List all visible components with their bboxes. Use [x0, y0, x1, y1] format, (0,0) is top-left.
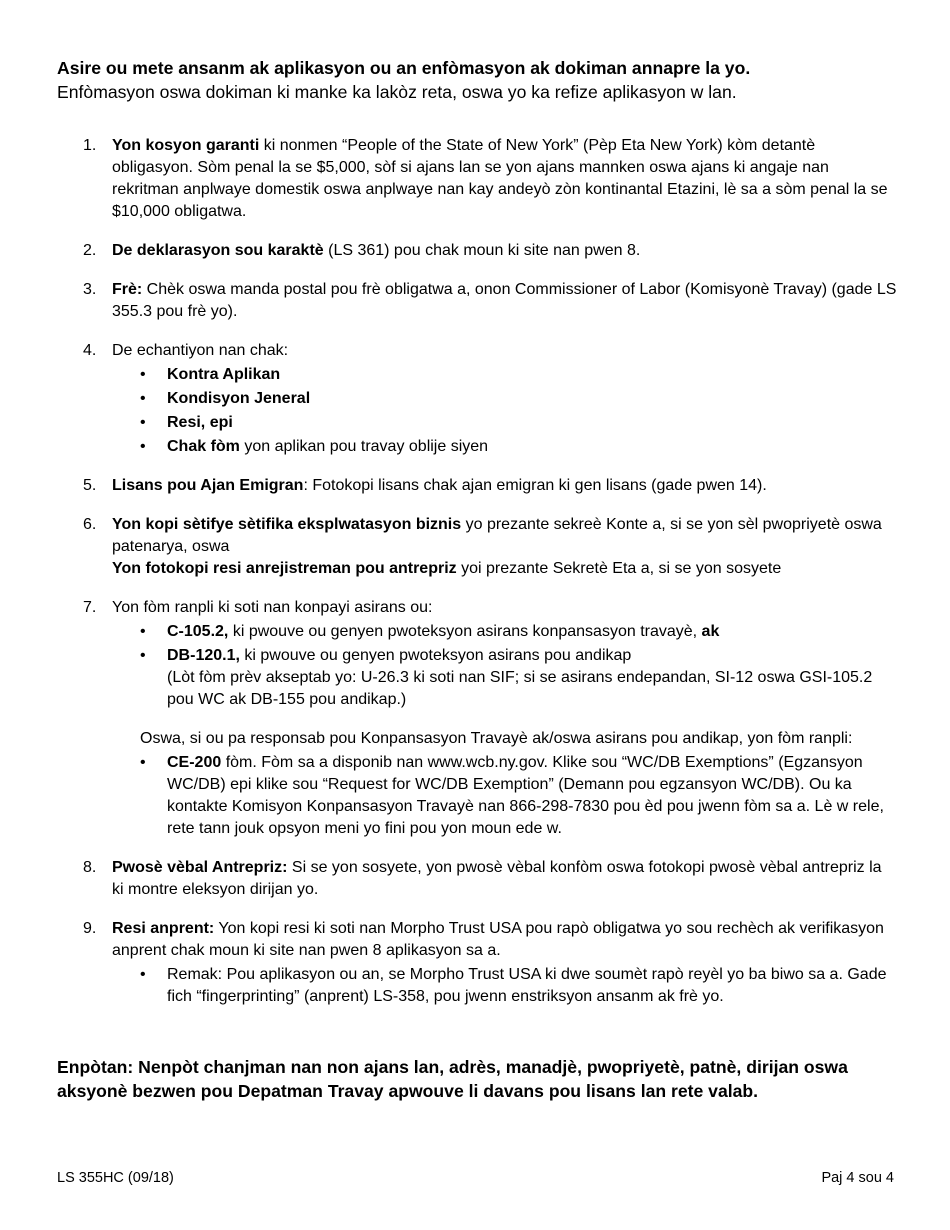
bullet-icon: •	[140, 966, 146, 983]
item-bold-label: Yon kosyon garanti	[112, 137, 260, 154]
bullet-item	[140, 621, 897, 643]
page-title: Asire ou mete ansanm ak aplikasyon ou an enfòmasyon ak dokiman annapre la yo.	[57, 58, 751, 78]
bullet-icon: •	[140, 366, 146, 383]
bullet-icon: •	[140, 754, 146, 771]
item-number: 6.	[83, 516, 97, 533]
bullet-text: Remak: Pou aplikasyon ou an, se Morpho Trust USA ki dwe soumèt rapò reyèl yo ba biwo sa a. Gade fich “fingerprinting” (anprent) LS-358, pou jwenn enstriksyon ansanm ak frè yo.	[167, 966, 887, 1005]
item-bold-label: Pwosè vèbal Antrepriz:	[112, 859, 288, 876]
bullet-list	[112, 364, 897, 458]
bullet-bold: CE-200	[167, 754, 222, 771]
list-item	[57, 340, 897, 458]
list-item	[57, 279, 897, 323]
list-item	[57, 514, 897, 580]
list-item	[57, 918, 897, 1008]
item-number: 3.	[83, 281, 97, 298]
bullet-text: yon aplikan pou travay oblije siyen	[239, 438, 489, 455]
list-item	[57, 240, 897, 262]
bullet-note: (Lòt fòm prèv akseptab yo: U-26.3 ki soti nan SIF; si se asirans endepandan, SI-12 oswa GSI-105.2 pou WC ak DB-155 pou andikap.)	[167, 669, 873, 708]
item-bold-label: De deklarasyon sou karaktè	[112, 242, 324, 259]
list-item	[57, 857, 897, 901]
bullet-item	[140, 752, 897, 840]
bullet-text: ki pwouve ou genyen pwoteksyon asirans pou andikap	[239, 647, 632, 664]
bullet-list	[112, 621, 897, 711]
bullet-list	[112, 752, 897, 840]
bullet-item	[140, 388, 897, 410]
bullet-item	[140, 645, 897, 711]
item-text: Chèk oswa manda postal pou frè obligatwa a, onon Commissioner of Labor (Komisyonè Travay) (gade LS 355.3 pou frè yo).	[112, 281, 897, 320]
requirements-list	[57, 135, 897, 1008]
item-bold-label-2: Yon fotokopi resi anrejistreman pou antrepriz	[112, 560, 457, 577]
bullet-icon: •	[140, 623, 146, 640]
item-text: (LS 361) pou chak moun ki site nan pwen 8.	[323, 242, 641, 259]
item-text: De echantiyon nan chak:	[112, 342, 289, 359]
bullet-icon: •	[140, 647, 146, 664]
bullet-bold: Resi, epi	[167, 414, 233, 431]
item-number: 9.	[83, 920, 97, 937]
item-text: : Fotokopi lisans chak ajan emigran ki gen lisans (gade pwen 14).	[303, 477, 767, 494]
bullet-bold: C-105.2,	[167, 623, 229, 640]
item-text: Yon fòm ranpli ki soti nan konpayi asirans ou:	[112, 599, 433, 616]
page-subtitle: Enfòmasyon oswa dokiman ki manke ka lakòz reta, oswa yo ka refize aplikasyon w lan.	[57, 82, 737, 102]
item-bold-label: Resi anprent:	[112, 920, 215, 937]
bullet-item	[140, 436, 897, 458]
bullet-icon: •	[140, 438, 146, 455]
bullet-icon: •	[140, 390, 146, 407]
item-number: 7.	[83, 599, 97, 616]
bullet-bold: Kondisyon Jeneral	[167, 390, 311, 407]
list-item	[57, 135, 897, 223]
document-body	[57, 56, 897, 1025]
item-text: Yon kopi resi ki soti nan Morpho Trust USA pou rapò obligatwa yo sou rechèch ak verifikasyon anprent chak moun ki site nan pwen 8 aplikasyon sa a.	[112, 920, 884, 959]
item-number: 4.	[83, 342, 97, 359]
bullet-text: fòm. Fòm sa a disponib nan www.wcb.ny.gov. Klike sou “WC/DB Exemptions” (Egzansyon WC/DB) epi klike sou “Request for WC/DB Exemption” (Demann pou egzansyon WC/DB). Ou ka kontakte Komisyon Konpansasyon Travayè nan 866-298-7830 pou èd pou jwenn fòm sa a. Lè w rele, rete tann jouk opsyon meni yo fini pou yon moun ede w.	[167, 754, 884, 837]
list-item	[57, 475, 897, 497]
alternative-paragraph: Oswa, si ou pa responsab pou Konpansasyon Travayè ak/oswa asirans pou andikap, yon fòm ranpli:	[140, 730, 853, 747]
item-text: yo prezante sekreè Konte a, si se yon sèl pwopriyetè oswa patenarya, oswa	[112, 516, 882, 555]
bullet-item	[140, 412, 897, 434]
item-bold-label: Frè:	[112, 281, 143, 298]
page-number: Paj 4 sou 4	[821, 1170, 894, 1186]
item-number: 1.	[83, 137, 97, 154]
item-number: 2.	[83, 242, 97, 259]
item-number: 5.	[83, 477, 97, 494]
important-notice: Enpòtan: Nenpòt chanjman nan non ajans lan, adrès, manadjè, pwopriyetè, patnè, dirijan oswa aksyonè bezwen pou Depatman Travay apwouve li davans pou lisans lan rete valab.	[57, 1057, 848, 1101]
item-text: ki nonmen “People of the State of New York” (Pèp Eta New York) kòm detantè obligasyon. Sòm penal la se $5,000, sòf si ajans lan se yon ajans mannken oswa ajans ki angaje nan rekritman anplwaye domestik oswa anplwaye nan kay andeyò zòn kontinantal Etazini, lè sa a sòm penal la se $10,000 obligatwa.	[112, 137, 888, 220]
bullet-bold: DB-120.1,	[167, 647, 240, 664]
bullet-item	[140, 964, 897, 1008]
item-text: Si se yon sosyete, yon pwosè vèbal konfòm oswa fotokopi pwosè vèbal antrepriz la ki montre eleksyon dirijan yo.	[112, 859, 882, 898]
bullet-icon: •	[140, 414, 146, 431]
item-bold-label: Lisans pou Ajan Emigran	[112, 477, 304, 494]
bullet-bold: Chak fòm	[167, 438, 240, 455]
item-bold-label: Yon kopi sètifye sètifika eksplwatasyon biznis	[112, 516, 462, 533]
form-id: LS 355HC (09/18)	[57, 1170, 174, 1186]
bullet-bold-end: ak	[701, 623, 720, 640]
item-number: 8.	[83, 859, 97, 876]
bullet-text: ki pwouve ou genyen pwoteksyon asirans konpansasyon travayè,	[228, 623, 702, 640]
list-item	[57, 597, 897, 840]
bullet-item	[140, 364, 897, 386]
item-text-2: yoi prezante Sekretè Eta a, si se yon sosyete	[456, 560, 782, 577]
bullet-list	[112, 964, 897, 1008]
bullet-bold: Kontra Aplikan	[167, 366, 281, 383]
